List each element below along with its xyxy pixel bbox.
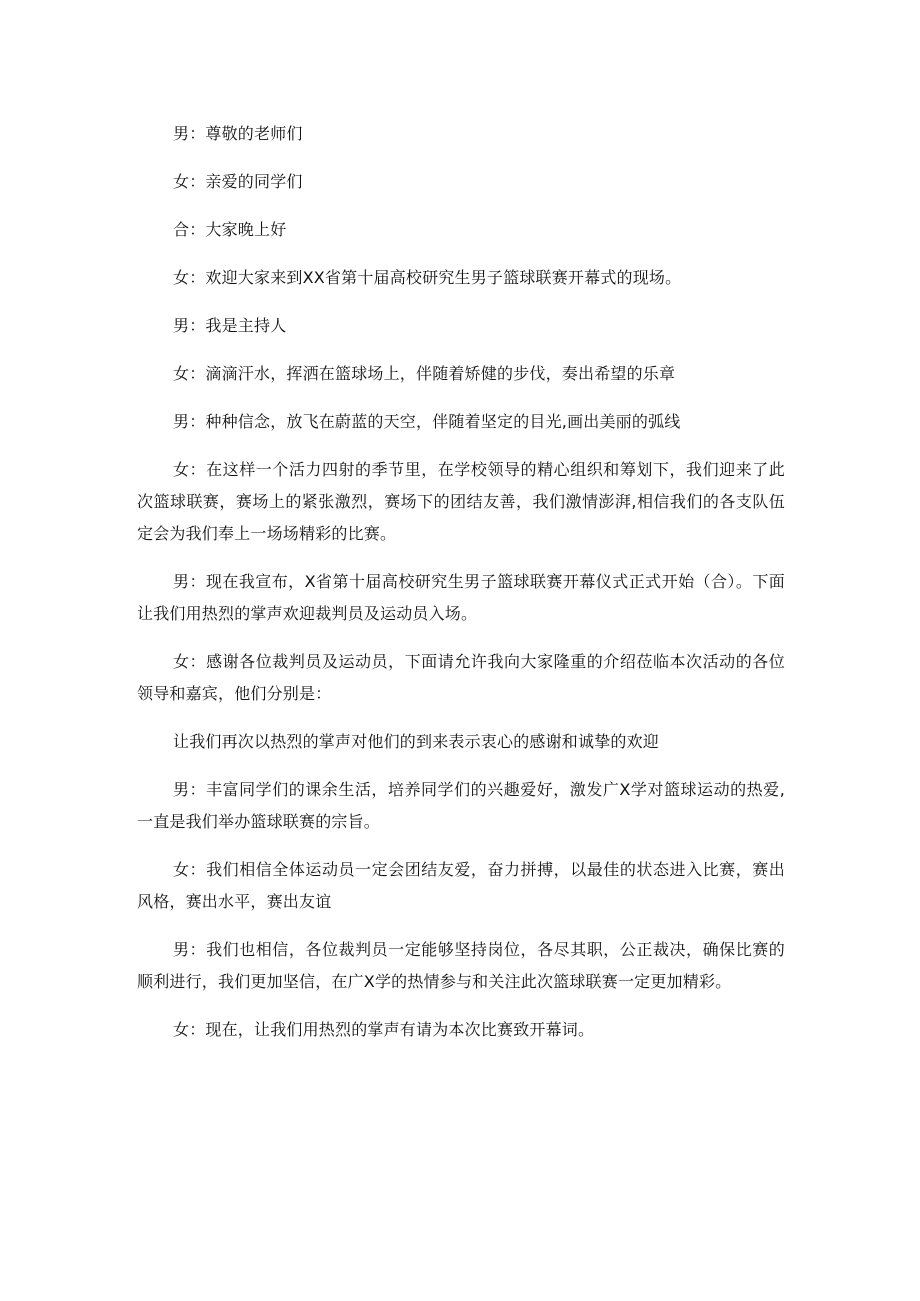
paragraph: 男：丰富同学们的课余生活，培养同学们的兴趣爱好，激发广X学对篮球运动的热爱,一直是我们举办篮球联赛的宗旨。 bbox=[137, 780, 785, 831]
paragraph: 男：我们也相信，各位裁判员一定能够坚持岗位，各尽其职，公正裁决，确保比赛的顺利进行，我们更加坚信，在广X学的热情参与和关注此次篮球联赛一定更加精彩。 bbox=[137, 940, 785, 991]
paragraph: 女：欢迎大家来到XX省第十届高校研究生男子篮球联赛开幕式的现场。 bbox=[173, 268, 682, 287]
paragraph: 男：现在我宣布，X省第十届高校研究生男子篮球联赛开幕仪式正式开始（合）。下面让我们用热烈的掌声欢迎裁判员及运动员入场。 bbox=[137, 572, 785, 623]
paragraph: 女：感谢各位裁判员及运动员，下面请允许我向大家隆重的介绍莅临本次活动的各位领导和嘉宾，他们分别是： bbox=[137, 652, 785, 703]
paragraph: 男：尊敬的老师们 bbox=[173, 124, 303, 143]
paragraph: 女：我们相信全体运动员一定会团结友爱，奋力拼搏，以最佳的状态进入比赛，赛出风格，赛出水平，赛出友谊 bbox=[137, 860, 785, 911]
paragraph: 男：我是主持人 bbox=[173, 316, 287, 335]
paragraph: 女：在这样一个活力四射的季节里，在学校领导的精心组织和筹划下，我们迎来了此次篮球联赛，赛场上的紧张激烈，赛场下的团结友善，我们激情澎湃,相信我们的各支队伍定会为我们奉上一场场精彩的比赛。 bbox=[137, 460, 785, 543]
paragraph: 男：种种信念，放飞在蔚蓝的天空，伴随着坚定的目光,画出美丽的弧线 bbox=[173, 412, 681, 431]
paragraph: 女：滴滴汗水，挥洒在篮球场上，伴随着矫健的步伐，奏出希望的乐章 bbox=[173, 364, 676, 383]
document-body bbox=[137, 118, 785, 1062]
paragraph: 让我们再次以热烈的掌声对他们的到来表示衷心的感谢和诚挚的欢迎 bbox=[173, 732, 660, 751]
paragraph: 女：亲爱的同学们 bbox=[173, 172, 303, 191]
paragraph: 合：大家晚上好 bbox=[173, 220, 287, 239]
paragraph: 女：现在，让我们用热烈的掌声有请为本次比赛致开幕词。 bbox=[173, 1020, 595, 1039]
